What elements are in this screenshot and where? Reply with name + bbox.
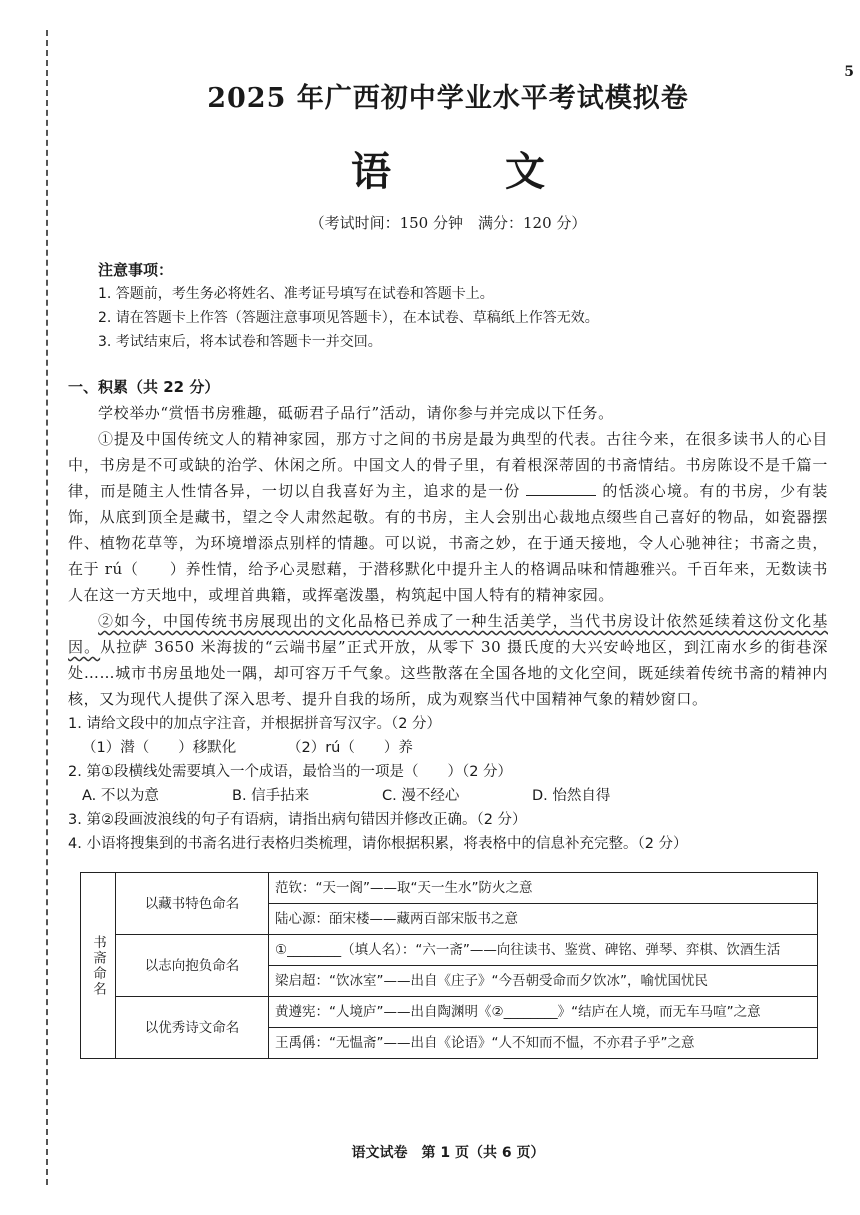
- question-4: 4. 小语将搜集到的书斋名进行表格归类梳理，请你根据积累，将表格中的信息补充完整。（2 分）: [68, 836, 688, 852]
- section-heading: 一、积累（共 22 分）: [68, 378, 220, 396]
- wavy-underlined-sentence: ②如今，中国传统书房展现出的文化品格已养成了一种生活美学，当代书房设计依然延续着这份文化基因。: [68, 612, 828, 656]
- exam-info: （考试时间：150 分钟 满分：120 分）: [309, 214, 587, 232]
- paragraph-1: [68, 426, 828, 608]
- option-b: B. 信手拈来: [232, 788, 310, 804]
- question-2-options: [82, 784, 828, 808]
- question-3: 3. 第②段画波浪线的句子有语病，请指出病句错因并修改正确。（2 分）: [68, 812, 527, 828]
- page-footer: 语文试卷 第 1 页（共 6 页）: [351, 1145, 545, 1161]
- table-category: 以优秀诗文命名: [116, 997, 269, 1059]
- table-category: 以志向抱负命名: [116, 935, 269, 997]
- notes-title: 注意事项：: [98, 261, 174, 279]
- binding-dashed-line: [46, 30, 48, 1185]
- question-1-items: （1）潜（ ）移默化 （2）rú（ ）养: [82, 740, 413, 756]
- option-c: C. 漫不经心: [382, 788, 460, 804]
- question-2: 2. 第①段横线处需要填入一个成语，最恰当的一项是（ ）（2 分）: [68, 764, 513, 780]
- subject-title: 语 文: [351, 148, 595, 195]
- table-cell: 陆心源：皕宋楼——藏两百部宋版书之意: [269, 904, 818, 935]
- idiom-blank: [526, 479, 596, 496]
- note-item: 2. 请在答题卡上作答（答题注意事项见答题卡），在本试卷、草稿纸上作答无效。: [98, 310, 599, 326]
- paragraph-2-rest: 从拉萨 3650 米海拔的“云端书屋”正式开放，从零下 30 摄氏度的大兴安岭地区，到江南水乡的街巷深处……城市书房虽地处一隅，却可容万千气象。这些散落在全国各地的文化空间，既延续着传统书斋的精神内核，又为现代人提供了深入思考、提升自我的场所，成为观察当代中国精神气象的精妙窗口。: [68, 638, 828, 708]
- table-category: 以藏书特色命名: [116, 873, 269, 935]
- paragraph-1-part-a: ①提及中国传统文人的精神家园，那方寸之间的书房是最为典型的代表。古往今来，在很多读书人的心目中，书房是不可或缺的治学、休闲之所。中国文人的骨子里，有着根深蒂固的书斋情结。书房陈设不是千篇一律，而是随主人性情各异，一切以自我喜好为主，追求的是一份: [68, 430, 828, 500]
- table-cell: 王禹偁：“无愠斋”——出自《论语》“人不知而不愠，不亦君子乎”之意: [269, 1028, 818, 1059]
- paragraph-2: [68, 608, 828, 712]
- table-cell: ①________（填人名）：“六一斋”——向往读书、鉴赏、碑铭、弹琴、弈棋、饮酒生活: [269, 935, 818, 966]
- section-intro: 学校举办“赏悟书房雅趣，砥砺君子品行”活动，请你参与并完成以下任务。: [98, 404, 614, 422]
- note-item: 1. 答题前，考生务必将姓名、准考证号填写在试卷和答题卡上。: [98, 286, 494, 302]
- paragraph-1-part-b: 的恬淡心境。有的书房，少有装饰，从底到顶全是藏书，望之令人肃然起敬。有的书房，主人会别出心裁地点缀些自己喜好的物品，如瓷器摆件、植物花草等，为环境增添点别样的情趣。可以说，书斋之妙，在于通天接地，令人心驰神往；书斋之贵，在于 rú（ ）养性情，给予心灵慰藉，于潜移默化中提升主人的格调品味和情趣雅兴。千百年来，无数读书人在这一方天地中，或埋首典籍，或挥毫泼墨，构筑起中国人特有的精神家园。: [68, 482, 828, 604]
- section-accumulation: [68, 374, 828, 856]
- table-cell: 黄遵宪：“人境庐”——出自陶渊明《②________》“结庐在人境，而无车马喧”之意: [269, 997, 818, 1028]
- option-d: D. 怡然自得: [532, 788, 611, 804]
- question-1: 1. 请给文段中的加点字注音，并根据拼音写汉字。（2 分）: [68, 716, 442, 732]
- corner-mark: 5: [844, 64, 854, 80]
- study-naming-table: [80, 872, 818, 1059]
- table-cell: 梁启超：“饮冰室”——出自《庄子》“今吾朝受命而夕饮冰”，喻忧国忧民: [269, 966, 818, 997]
- note-item: 3. 考试结束后，将本试卷和答题卡一并交回。: [98, 334, 382, 350]
- notes-block: [98, 258, 798, 354]
- option-a: A. 不以为意: [82, 788, 159, 804]
- table-side-label: 书斋命名: [81, 873, 116, 1059]
- exam-title: 2025 年广西初中学业水平考试模拟卷: [207, 83, 689, 114]
- table-cell: 范钦：“天一阁”——取“天一生水”防火之意: [269, 873, 818, 904]
